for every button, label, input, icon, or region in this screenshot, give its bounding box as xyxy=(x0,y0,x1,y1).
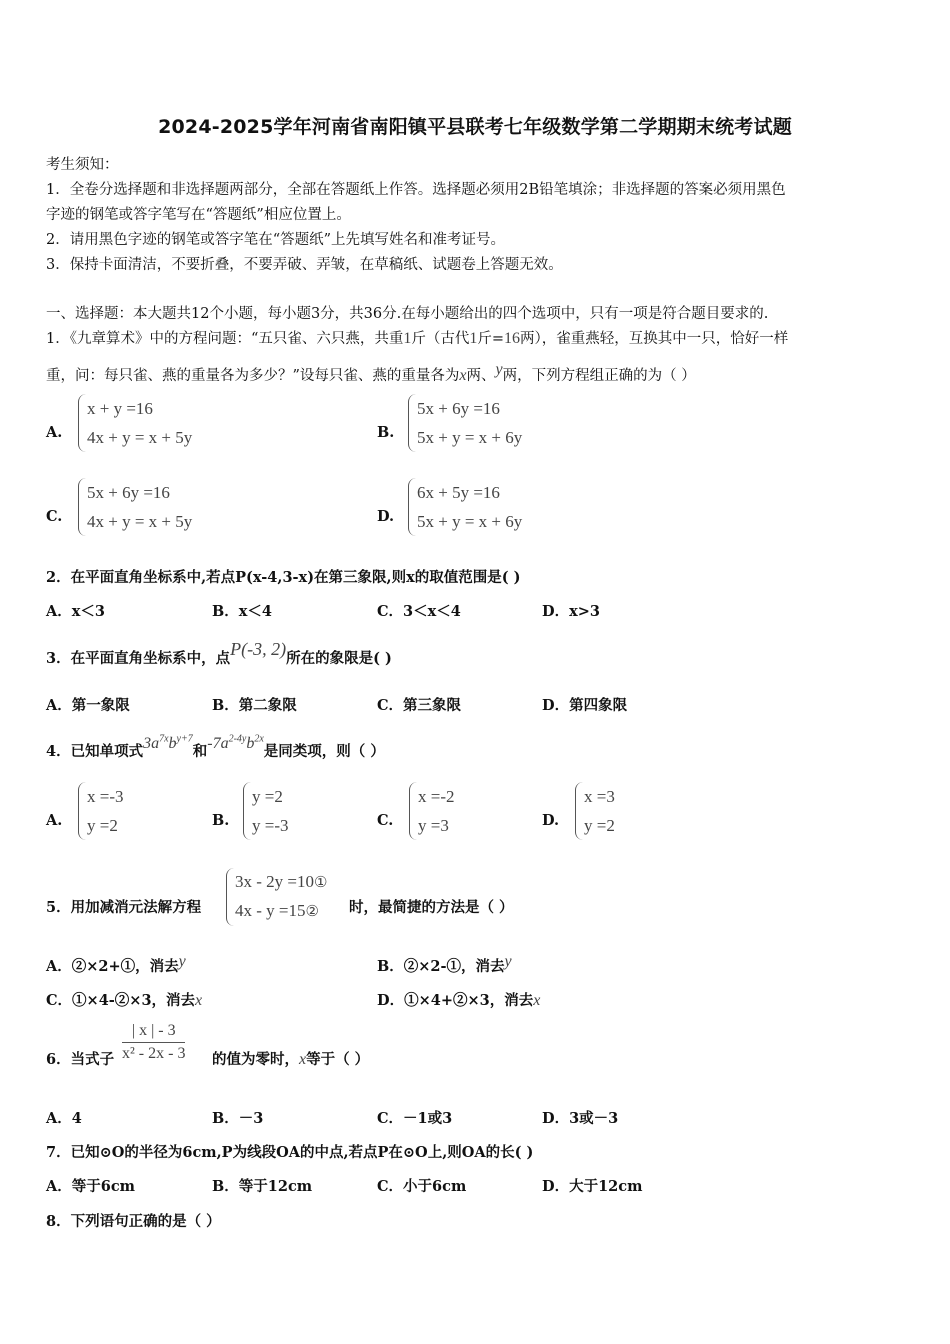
q2-text: 2．在平面直角坐标系中,若点P(x-4,3-x)在第三象限,则x的取值范围是( ) xyxy=(46,569,521,586)
q7-text: 7．已知⊙O的半径为6cm,P为线段OA的中点,若点P在⊙O上,则OA的长( ) xyxy=(46,1144,534,1161)
q1-option-c-label[interactable]: C. xyxy=(46,508,63,525)
q5-option-b[interactable]: B．②×2-①，消去y xyxy=(377,953,512,975)
q4-option-a-label[interactable]: A. xyxy=(46,812,63,829)
q4-option-d-label[interactable]: D. xyxy=(542,812,560,829)
q6-option-c[interactable]: C．－1或3 xyxy=(377,1110,453,1127)
q6-option-a[interactable]: A．4 xyxy=(46,1110,82,1127)
q2-option-d[interactable]: D．x>3 xyxy=(542,603,600,620)
q1-option-d-system: 6x + 5y =16 5x + y = x + 6y xyxy=(408,478,522,536)
q5-option-a[interactable]: A．②×2+①，消去y xyxy=(46,953,186,975)
q5-option-d[interactable]: D．①×4+②×3，消去x xyxy=(377,992,541,1009)
q3-option-a[interactable]: A．第一象限 xyxy=(46,697,130,714)
q6-option-b[interactable]: B．－3 xyxy=(212,1110,264,1127)
notice-item-1-cont: 字迹的钢笔或答字笔写在“答题纸”相应位置上。 xyxy=(46,207,351,223)
q1-option-a-system: x + y =16 4x + y = x + 5y xyxy=(78,394,192,452)
q8-text: 8．下列语句正确的是（ ） xyxy=(46,1213,221,1230)
q6-option-d[interactable]: D．3或－3 xyxy=(542,1110,619,1127)
q6-text-b: 的值为零时，x等于（ ） xyxy=(212,1051,370,1068)
q4-option-b-system: y =2 y =-3 xyxy=(243,782,289,840)
page-title: 2024-2025学年河南省南阳镇平县联考七年级数学第二学期期末统考试题 xyxy=(158,116,792,138)
q7-option-b[interactable]: B．等于12cm xyxy=(212,1178,313,1195)
q3-option-d[interactable]: D．第四象限 xyxy=(542,697,628,714)
q5-text-b: 时，最简捷的方法是（ ） xyxy=(349,899,514,916)
q1-option-d-label[interactable]: D. xyxy=(377,508,395,525)
q4-option-c-label[interactable]: C. xyxy=(377,812,394,829)
q1-option-a-label[interactable]: A. xyxy=(46,424,63,441)
q5-text-a: 5．用加减消元法解方程 xyxy=(46,899,202,916)
notice-item-1: 1．全卷分选择题和非选择题两部分，全部在答题纸上作答。选择题必须用2B铅笔填涂；非选择题的答案必须用黑色 xyxy=(46,182,786,198)
q5-option-c[interactable]: C．①×4-②×3，消去x xyxy=(46,992,203,1009)
q6-fraction: $\frac{| x | - 3}{\text{x² - 2x - 3}}$ xyxy=(122,1022,186,1062)
q3-option-b[interactable]: B．第二象限 xyxy=(212,697,297,714)
q1-option-b-label[interactable]: B. xyxy=(377,424,395,441)
q4-text: 4．已知单项式$3a^{7x}b^{y+7}$和$-7a^{2-4y}b^{2x}$是同类项，则（ ） xyxy=(46,733,385,760)
q2-option-c[interactable]: C．3＜x＜4 xyxy=(377,603,461,620)
section-heading: 一、选择题：本大题共12个小题，每小题3分，共36分.在每小题给出的四个选项中，只有一项是符合题目要求的. xyxy=(46,306,769,322)
notice-item-2: 2．请用黑色字迹的钢笔或答字笔在“答题纸”上先填写姓名和准考证号。 xyxy=(46,232,506,248)
q2-option-a[interactable]: A．x＜3 xyxy=(46,603,105,620)
q2-option-b[interactable]: B．x＜4 xyxy=(212,603,272,620)
notice-heading: 考生须知： xyxy=(46,157,119,173)
q3-option-c[interactable]: C．第三象限 xyxy=(377,697,462,714)
q7-option-c[interactable]: C．小于6cm xyxy=(377,1178,467,1195)
q1-line1: 1．《九章算术》中的方程问题：“五只雀、六只燕，共重1斤（古代1斤=16两），雀重燕轻，互换其中一只，恰好一样 xyxy=(46,330,789,347)
q7-option-d[interactable]: D．大于12cm xyxy=(542,1178,643,1195)
q6-text-a: 6．当式子 xyxy=(46,1051,115,1068)
q4-option-c-system: x =-2 y =3 xyxy=(409,782,455,840)
notice-item-3: 3．保持卡面清洁，不要折叠，不要弄破、弄皱，在草稿纸、试题卷上答题无效。 xyxy=(46,257,563,273)
q3-text: 3．在平面直角坐标系中，点P(-3, 2)所在的象限是( ) xyxy=(46,639,392,667)
q5-system: 3x - 2y =10① 4x - y =15② xyxy=(226,868,327,926)
q4-option-d-system: x =3 y =2 xyxy=(575,782,615,840)
q1-option-c-system: 5x + 6y =16 4x + y = x + 5y xyxy=(78,478,192,536)
q1-option-b-system: 5x + 6y =16 5x + y = x + 6y xyxy=(408,394,522,452)
q1-line2: 重，问：每只雀、燕的重量各为多少？”设每只雀、燕的重量各为x两、y两，下列方程组正确的为（ ） xyxy=(46,361,696,384)
q7-option-a[interactable]: A．等于6cm xyxy=(46,1178,136,1195)
q4-option-a-system: x =-3 y =2 xyxy=(78,782,124,840)
q4-option-b-label[interactable]: B. xyxy=(212,812,230,829)
